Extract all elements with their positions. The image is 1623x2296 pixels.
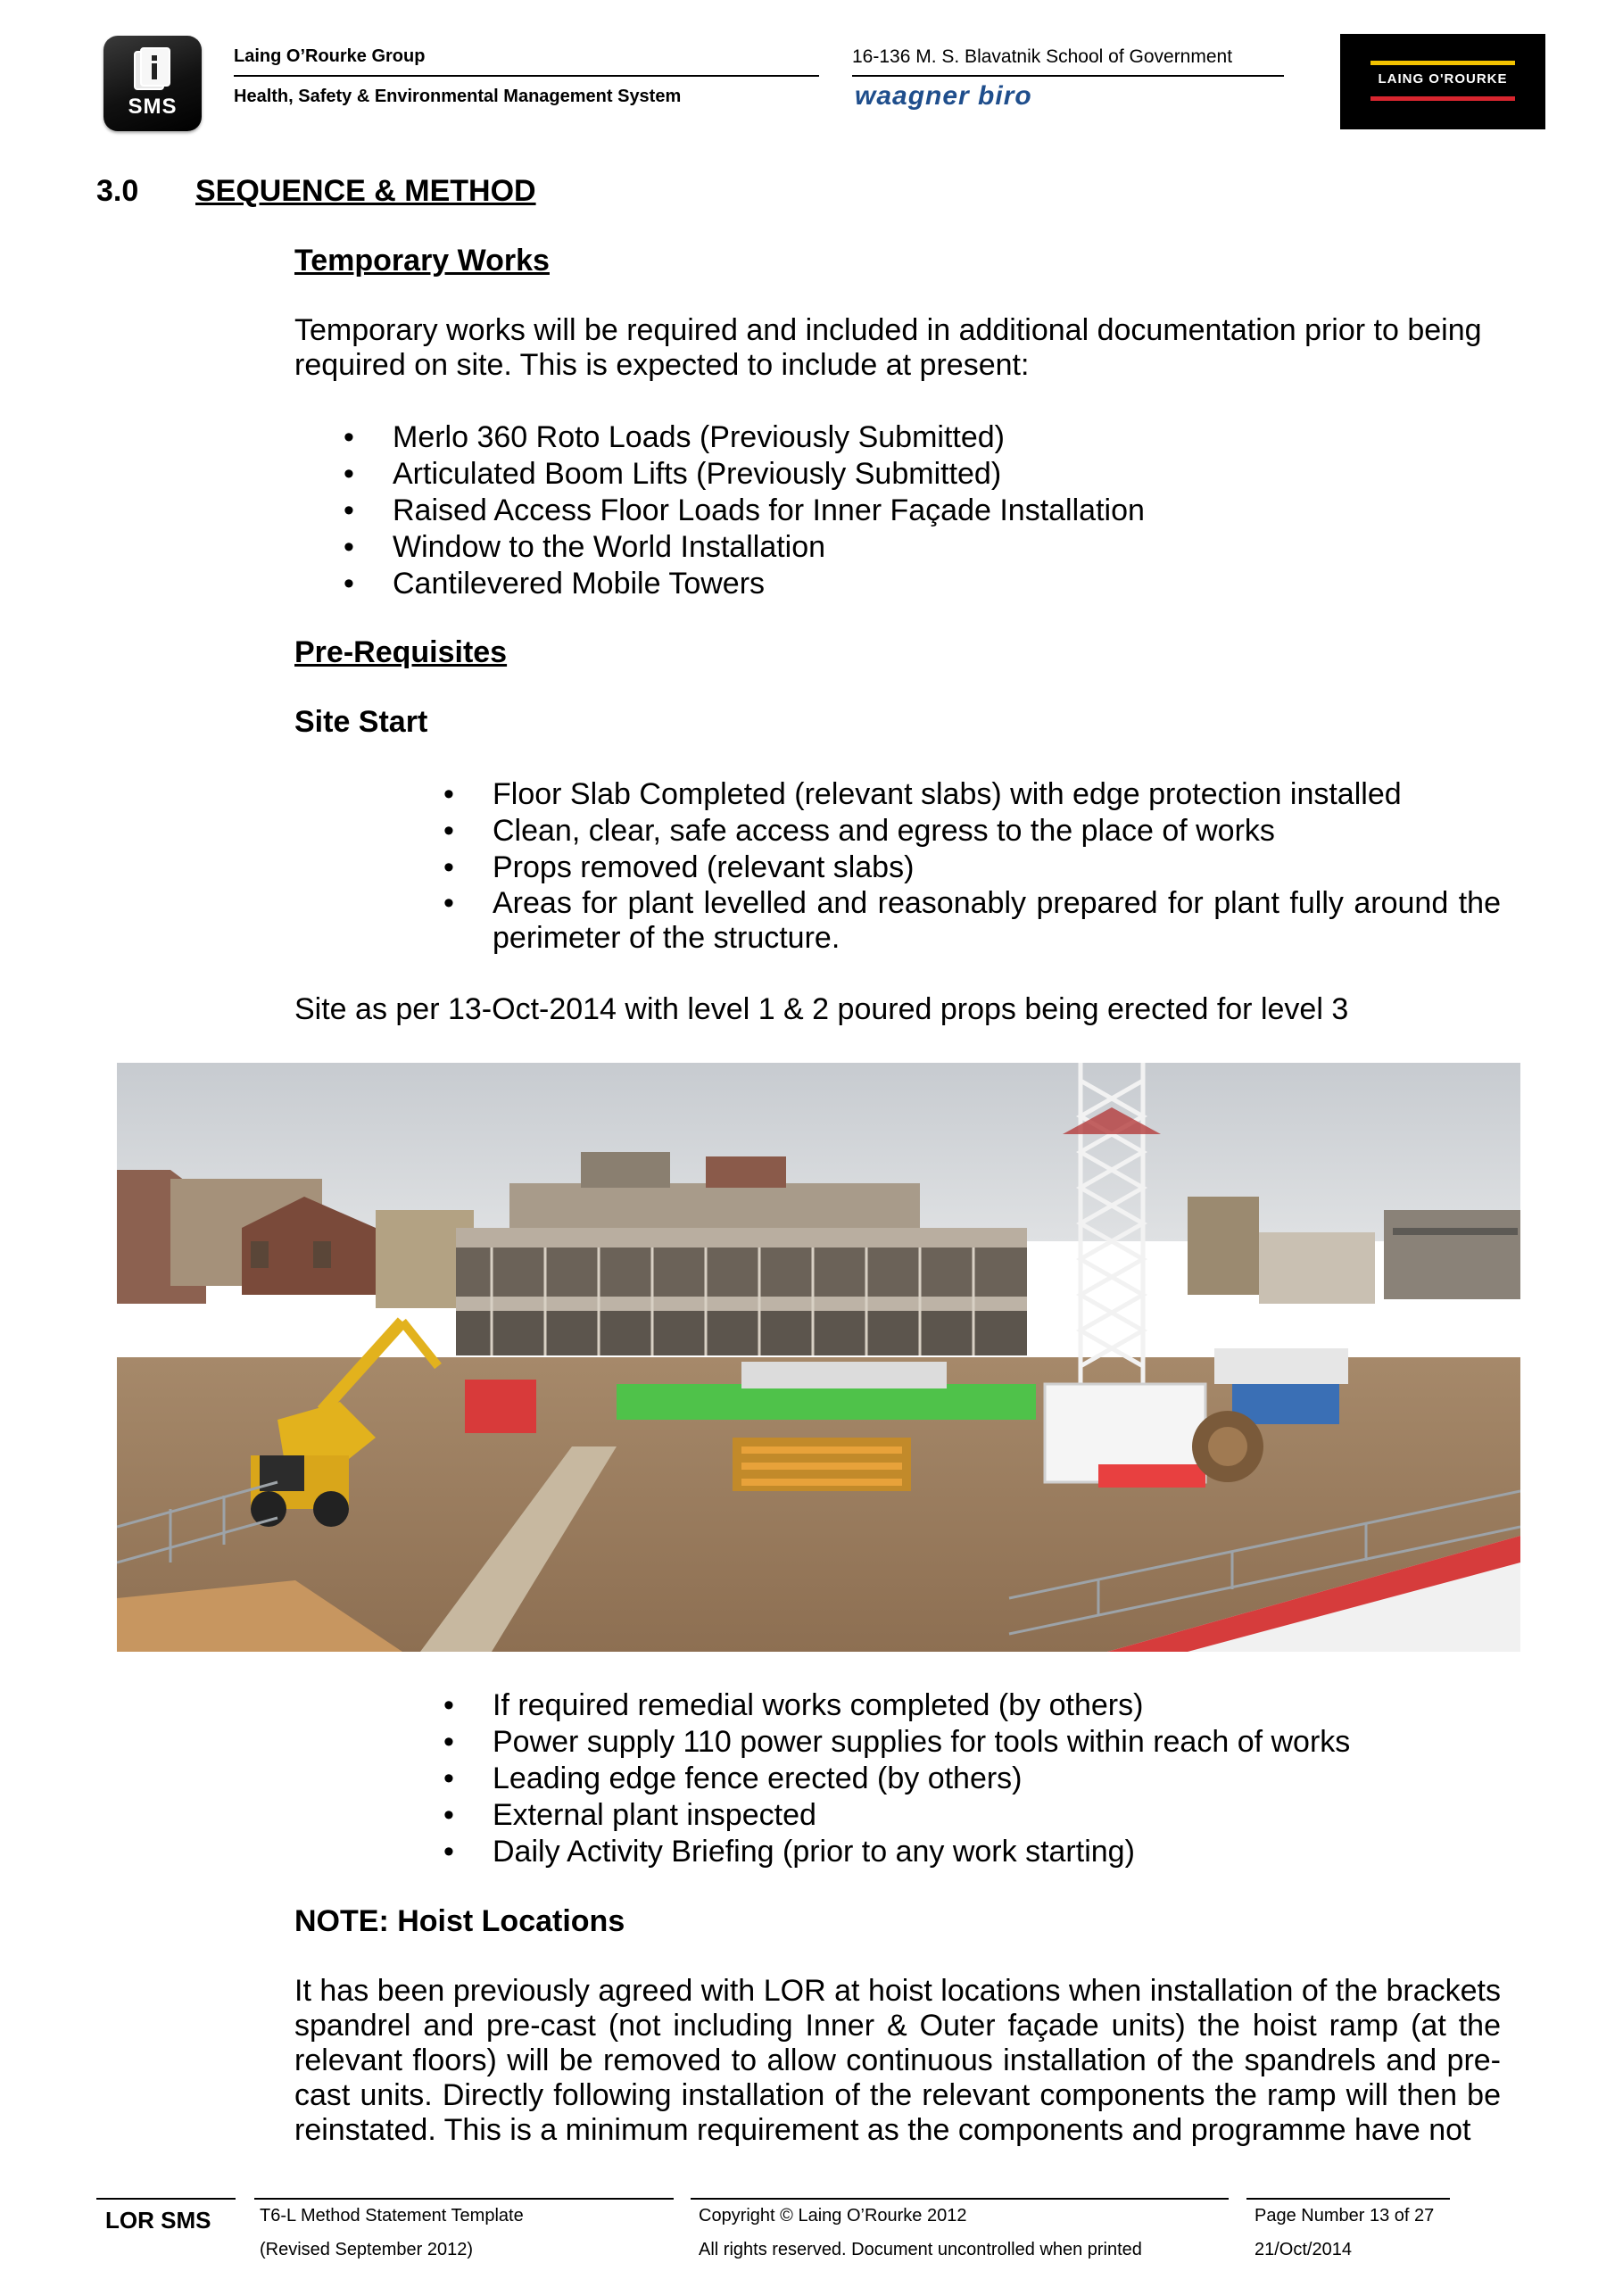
footer-rights: All rights reserved. Document uncontrolled when printed xyxy=(699,2240,1142,2259)
list-item: • Leading edge fence erected (by others) xyxy=(443,1761,1023,1795)
list-item: • Power supply 110 power supplies for tools within reach of works xyxy=(443,1725,1351,1759)
site-start-heading: Site Start xyxy=(294,705,428,739)
prerequisites-heading: Pre-Requisites xyxy=(294,635,508,669)
list-item: • Raised Access Floor Loads for Inner Façade Installation xyxy=(344,493,1145,527)
section-number: 3.0 xyxy=(96,174,139,208)
list-item: • External plant inspected xyxy=(443,1798,816,1832)
laing-orourke-logo xyxy=(1340,34,1545,129)
list-item: • Clean, clear, safe access and egress to the place of works xyxy=(443,814,1275,848)
intro-line-1: Temporary works will be required and included in additional documentation prior to being xyxy=(294,313,1482,347)
footer-doc-id: LOR SMS xyxy=(105,2207,211,2234)
temporary-works-intro xyxy=(294,313,1501,383)
logo-red-bar xyxy=(1370,96,1515,101)
lor-logo-text: LAING O'ROURKE xyxy=(1378,71,1508,87)
footer-rule-4 xyxy=(1246,2198,1450,2200)
site-caption: Site as per 13-Oct-2014 with level 1 & 2 poured props being erected for level 3 xyxy=(294,992,1349,1026)
intro-line-2: required on site. This is expected to include at present: xyxy=(294,348,1030,382)
footer-template: T6-L Method Statement Template xyxy=(260,2206,524,2226)
note-text: It has been previously agreed with LOR at hoist locations when installation of the brackets spandrel and pre-cast (not including Inner & Outer façade units) the hoist ramp (at the relevant floors) will be removed to allow continuous installation of the spandrels and pre-cast units. Directly following installation of the relevant components the ramp will then be reinstated. This is a minimum requirement as the components and programme have not xyxy=(294,1974,1501,2147)
note-heading: NOTE: Hoist Locations xyxy=(294,1904,625,1938)
list-item: • Articulated Boom Lifts (Previously Submitted) xyxy=(344,457,1002,491)
logo-yellow-bar xyxy=(1370,61,1515,65)
footer-rule-1 xyxy=(96,2198,236,2200)
footer-rule-2 xyxy=(254,2198,674,2200)
list-item: • Areas for plant levelled and reasonably prepared for plant fully around the perimeter of the structure. xyxy=(443,886,1501,955)
construction-site-photo xyxy=(117,1063,1520,1652)
more-prerequisites-list xyxy=(443,1687,1501,1870)
footer-page-number: Page Number 13 of 27 xyxy=(1255,2206,1435,2226)
project-name: 16-136 M. S. Blavatnik School of Government xyxy=(852,46,1233,67)
list-item: • Daily Activity Briefing (prior to any work starting) xyxy=(443,1835,1135,1869)
construction-site-image xyxy=(117,1063,1520,1652)
sms-logo-text: SMS xyxy=(128,95,178,119)
waagner-biro-logo: waagner biro xyxy=(855,81,1032,111)
temporary-works-heading: Temporary Works xyxy=(294,244,550,278)
sms-logo xyxy=(104,36,202,131)
system-name: Health, Safety & Environmental Management System xyxy=(234,87,682,106)
document-icon xyxy=(133,46,172,93)
list-item: • Merlo 360 Roto Loads (Previously Submitted) xyxy=(344,420,1005,454)
company-name: Laing O’Rourke Group xyxy=(234,46,426,66)
list-item: • If required remedial works completed (by others) xyxy=(443,1688,1144,1722)
header-rule-left xyxy=(234,75,819,77)
list-item: • Props removed (relevant slabs) xyxy=(443,850,915,884)
temporary-works-list xyxy=(344,419,1463,602)
site-start-list xyxy=(443,776,1501,956)
footer-rule-3 xyxy=(691,2198,1229,2200)
footer-revised: (Revised September 2012) xyxy=(260,2240,474,2259)
list-item: • Cantilevered Mobile Towers xyxy=(344,567,766,601)
section-title: SEQUENCE & METHOD xyxy=(195,174,536,208)
footer-copyright: Copyright © Laing O’Rourke 2012 xyxy=(699,2206,967,2226)
header-rule-right xyxy=(852,75,1284,77)
list-item: • Window to the World Installation xyxy=(344,530,826,564)
footer-date: 21/Oct/2014 xyxy=(1255,2240,1352,2259)
list-item: • Floor Slab Completed (relevant slabs) with edge protection installed xyxy=(443,777,1402,811)
